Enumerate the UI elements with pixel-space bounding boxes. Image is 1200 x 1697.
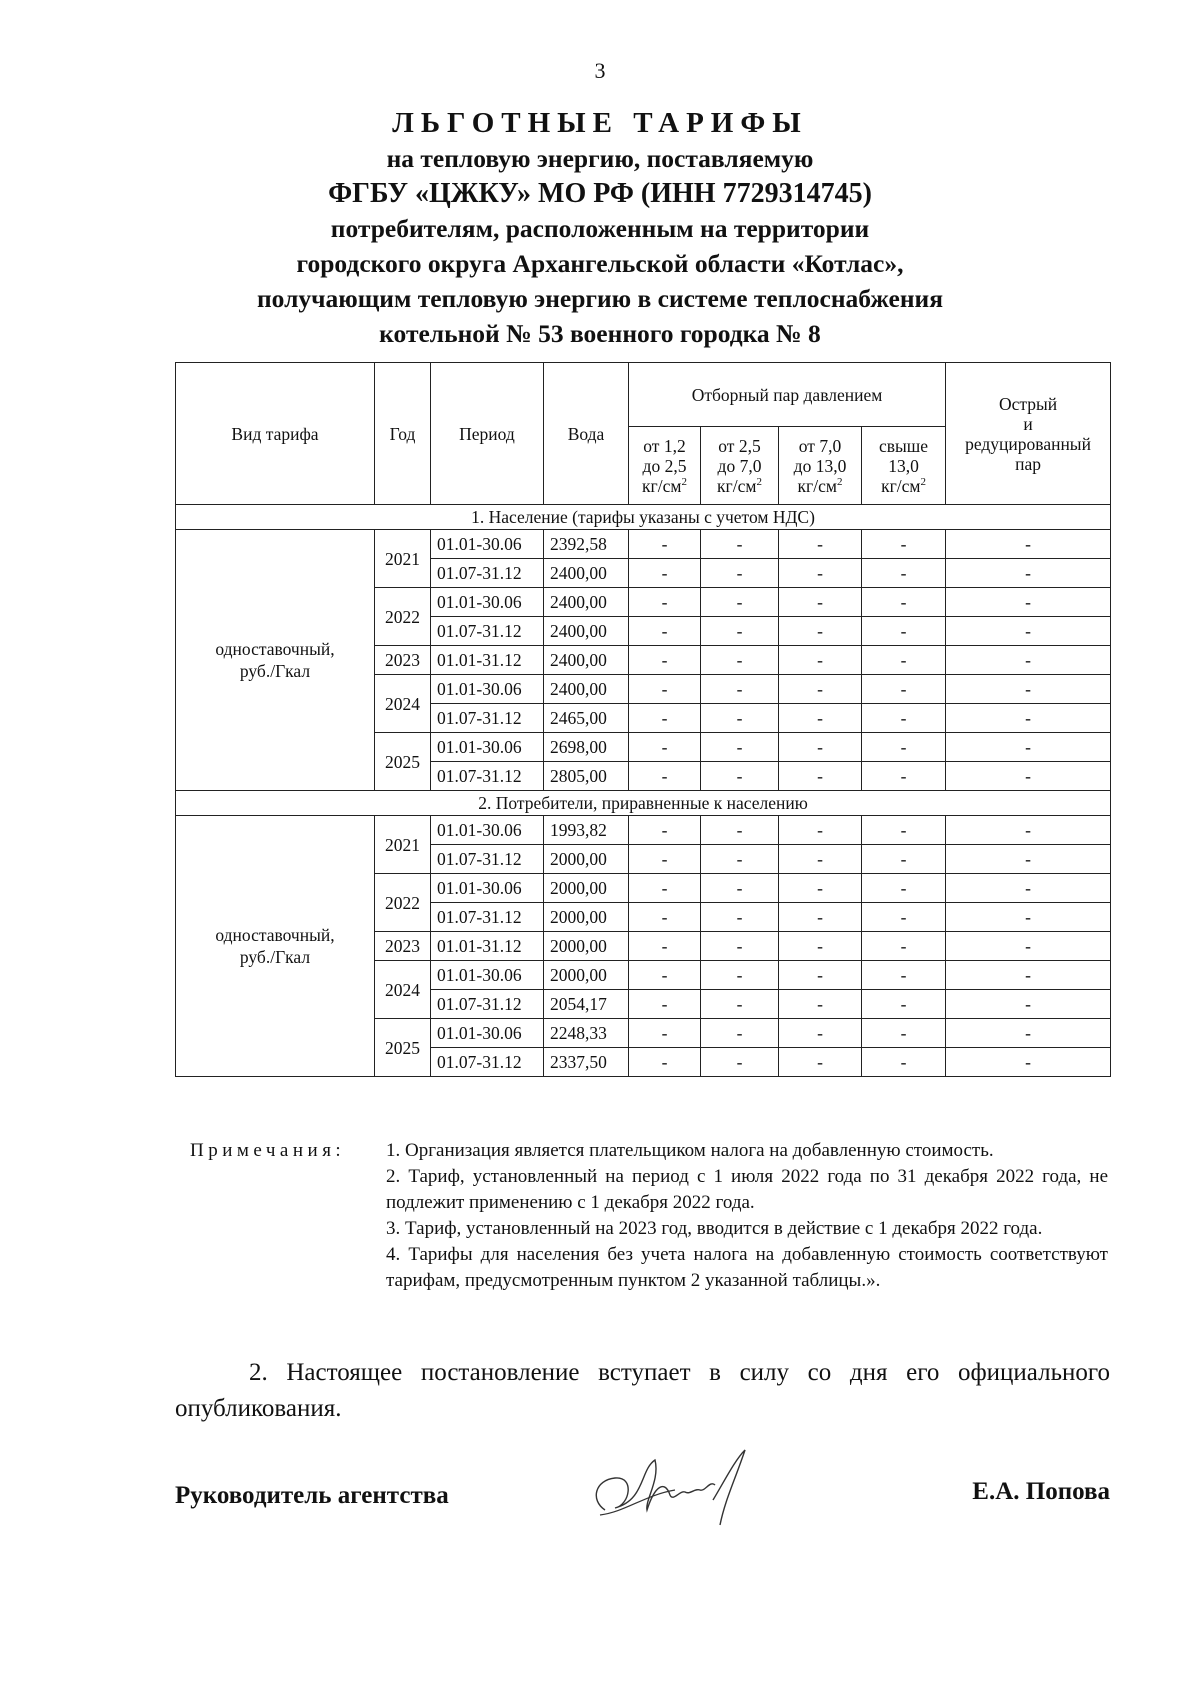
pressure-1-cell: -	[629, 932, 701, 961]
pressure-2-cell: -	[701, 762, 779, 791]
year-cell: 2024	[375, 675, 431, 733]
pressure-3-cell: -	[779, 762, 862, 791]
pressure-4-cell: -	[862, 1019, 946, 1048]
pressure-3-cell: -	[779, 530, 862, 559]
pressure-2-cell: -	[701, 617, 779, 646]
sharp-steam-cell: -	[946, 559, 1111, 588]
pressure-1-cell: -	[629, 903, 701, 932]
section-row	[176, 791, 1111, 816]
sharp-steam-cell: -	[946, 733, 1111, 762]
water-tariff-cell: 2054,17	[544, 990, 629, 1019]
period-cell: 01.01-31.12	[431, 646, 544, 675]
sharp-steam-cell: -	[946, 530, 1111, 559]
sharp-steam-cell: -	[946, 675, 1111, 704]
pressure-1-cell: -	[629, 617, 701, 646]
pressure-3-cell: -	[779, 704, 862, 733]
year-cell: 2024	[375, 961, 431, 1019]
pressure-2-cell: -	[701, 961, 779, 990]
signature-block	[175, 1440, 1110, 1530]
pressure-3-cell: -	[779, 990, 862, 1019]
pressure-4-cell: -	[862, 646, 946, 675]
year-cell: 2023	[375, 932, 431, 961]
pressure-3-cell: -	[779, 816, 862, 845]
pressure-1-cell: -	[629, 1019, 701, 1048]
pressure-3-cell: -	[779, 903, 862, 932]
header-sharp-line: и	[1023, 413, 1033, 434]
period-cell: 01.01-30.06	[431, 588, 544, 617]
table-row	[176, 816, 1111, 845]
title-main: ЛЬГОТНЫЕ ТАРИФЫ	[392, 107, 808, 139]
pressure-1-cell: -	[629, 874, 701, 903]
title-line: ФГБУ «ЦЖКУ» МО РФ (ИНН 7729314745)	[328, 178, 872, 209]
pressure-1-cell: -	[629, 1048, 701, 1077]
sharp-steam-cell: -	[946, 816, 1111, 845]
pressure-1-cell: -	[629, 704, 701, 733]
period-cell: 01.07-31.12	[431, 617, 544, 646]
pressure-3-cell: -	[779, 874, 862, 903]
period-cell: 01.07-31.12	[431, 559, 544, 588]
sharp-steam-cell: -	[946, 704, 1111, 733]
period-cell: 01.07-31.12	[431, 762, 544, 791]
sharp-steam-cell: -	[946, 932, 1111, 961]
note-item: 4. Тарифы для населения без учета налога на добавленную стоимость соответствуют тарифам, предусмотренным пунктом 2 указанной таблицы.».	[386, 1244, 1108, 1291]
water-tariff-cell: 2465,00	[544, 704, 629, 733]
pressure-1-cell: -	[629, 559, 701, 588]
header-sharp-line: редуцированный	[965, 433, 1091, 454]
water-tariff-cell: 1993,82	[544, 816, 629, 845]
document-title	[0, 105, 1200, 351]
water-tariff-cell: 2000,00	[544, 903, 629, 932]
period-cell: 01.01-30.06	[431, 874, 544, 903]
year-cell: 2022	[375, 588, 431, 646]
pressure-2-cell: -	[701, 903, 779, 932]
pressure-1-cell: -	[629, 588, 701, 617]
pressure-2-cell: -	[701, 675, 779, 704]
year-cell: 2023	[375, 646, 431, 675]
header-pressure-4: свыше 13,0 $кг/см^2$	[862, 427, 946, 505]
header-sharp-line: Острый	[998, 393, 1058, 414]
sharp-steam-cell: -	[946, 762, 1111, 791]
period-cell: 01.07-31.12	[431, 1048, 544, 1077]
pressure-3-cell: -	[779, 588, 862, 617]
sharp-steam-cell: -	[946, 1048, 1111, 1077]
water-tariff-cell: 2698,00	[544, 733, 629, 762]
year-cell: 2021	[375, 530, 431, 588]
header-sharp-steam	[946, 363, 1111, 505]
pressure-2-cell: -	[701, 932, 779, 961]
header-pressure-2: от 2,5 до 7,0 $кг/см^2$	[701, 427, 779, 505]
period-cell: 01.01-30.06	[431, 961, 544, 990]
pressure-4-cell: -	[862, 617, 946, 646]
period-cell: 01.07-31.12	[431, 990, 544, 1019]
note-item: 3. Тариф, установленный на 2023 год, вводится в действие с 1 декабря 2022 года.	[386, 1218, 1043, 1239]
pressure-3-cell: -	[779, 961, 862, 990]
pressure-4-cell: -	[862, 675, 946, 704]
period-cell: 01.07-31.12	[431, 704, 544, 733]
pressure-3-cell: -	[779, 845, 862, 874]
title-line: городского округа Архангельской области «Котлас»,	[296, 249, 904, 278]
pressure-3-cell: -	[779, 559, 862, 588]
pressure-1-cell: -	[629, 762, 701, 791]
signer-name: Е.А. Попова	[972, 1478, 1110, 1505]
header-pressure-3: от 7,0 до 13,0 $кг/см^2$	[779, 427, 862, 505]
sharp-steam-cell: -	[946, 990, 1111, 1019]
header-water: Вода	[544, 363, 629, 505]
tariff-type-cell: одноставочный, руб./Гкал	[176, 530, 375, 791]
section-title: 1. Население (тарифы указаны с учетом НДС)	[176, 505, 1111, 530]
note-item: 1. Организация является плательщиком налога на добавленную стоимость.	[386, 1140, 994, 1161]
water-tariff-cell: 2000,00	[544, 932, 629, 961]
water-tariff-cell: 2392,58	[544, 530, 629, 559]
sharp-steam-cell: -	[946, 1019, 1111, 1048]
pressure-1-cell: -	[629, 675, 701, 704]
pressure-4-cell: -	[862, 816, 946, 845]
year-cell: 2021	[375, 816, 431, 874]
section-row	[176, 505, 1111, 530]
pressure-2-cell: -	[701, 588, 779, 617]
period-cell: 01.01-30.06	[431, 1019, 544, 1048]
title-line: получающим тепловую энергию в системе теплоснабжения	[256, 284, 944, 313]
pressure-4-cell: -	[862, 845, 946, 874]
pressure-1-cell: -	[629, 961, 701, 990]
pressure-4-cell: -	[862, 559, 946, 588]
year-cell: 2025	[375, 733, 431, 791]
pressure-4-cell: -	[862, 762, 946, 791]
pressure-3-cell: -	[779, 646, 862, 675]
water-tariff-cell: 2000,00	[544, 874, 629, 903]
period-cell: 01.01-30.06	[431, 530, 544, 559]
sharp-steam-cell: -	[946, 845, 1111, 874]
period-cell: 01.01-30.06	[431, 733, 544, 762]
section-title: 2. Потребители, приравненные к населению	[176, 791, 1111, 816]
water-tariff-cell: 2400,00	[544, 646, 629, 675]
pressure-2-cell: -	[701, 1019, 779, 1048]
tariff-type-cell: одноставочный, руб./Гкал	[176, 816, 375, 1077]
water-tariff-cell: 2000,00	[544, 961, 629, 990]
pressure-1-cell: -	[629, 733, 701, 762]
water-tariff-cell: 2337,50	[544, 1048, 629, 1077]
pressure-4-cell: -	[862, 733, 946, 762]
pressure-1-cell: -	[629, 646, 701, 675]
pressure-3-cell: -	[779, 1048, 862, 1077]
pressure-1-cell: -	[629, 845, 701, 874]
pressure-4-cell: -	[862, 704, 946, 733]
pressure-2-cell: -	[701, 733, 779, 762]
table-row	[176, 530, 1111, 559]
title-line: котельной № 53 военного городка № 8	[379, 319, 821, 348]
page-number: 3	[594, 58, 606, 83]
pressure-3-cell: -	[779, 932, 862, 961]
sharp-steam-cell: -	[946, 646, 1111, 675]
pressure-2-cell: -	[701, 845, 779, 874]
pressure-1-cell: -	[629, 530, 701, 559]
pressure-2-cell: -	[701, 874, 779, 903]
pressure-2-cell: -	[701, 559, 779, 588]
pressure-4-cell: -	[862, 874, 946, 903]
water-tariff-cell: 2248,33	[544, 1019, 629, 1048]
header-selected-steam: Отборный пар давлением	[629, 363, 946, 427]
pressure-4-cell: -	[862, 1048, 946, 1077]
period-cell: 01.01-31.12	[431, 932, 544, 961]
period-cell: 01.01-30.06	[431, 816, 544, 845]
water-tariff-cell: 2805,00	[544, 762, 629, 791]
pressure-4-cell: -	[862, 961, 946, 990]
header-year: Год	[375, 363, 431, 505]
water-tariff-cell: 2400,00	[544, 559, 629, 588]
sharp-steam-cell: -	[946, 588, 1111, 617]
header-sharp-line: пар	[1015, 453, 1041, 474]
pressure-3-cell: -	[779, 675, 862, 704]
pressure-4-cell: -	[862, 990, 946, 1019]
signer-role: Руководитель агентства	[175, 1482, 449, 1509]
pressure-2-cell: -	[701, 704, 779, 733]
notes-list	[386, 1138, 1108, 1294]
decree-clause: 2. Настоящее постановление вступает в силу со дня его официального опубликования.	[175, 1359, 1110, 1422]
sharp-steam-cell: -	[946, 961, 1111, 990]
water-tariff-cell: 2400,00	[544, 675, 629, 704]
water-tariff-cell: 2000,00	[544, 845, 629, 874]
pressure-2-cell: -	[701, 990, 779, 1019]
notes-label: Примечания:	[190, 1140, 346, 1161]
sharp-steam-cell: -	[946, 874, 1111, 903]
pressure-2-cell: -	[701, 1048, 779, 1077]
pressure-4-cell: -	[862, 588, 946, 617]
handwritten-signature-icon	[585, 1440, 765, 1530]
title-line: потребителям, расположенным на территории	[330, 214, 870, 243]
period-cell: 01.07-31.12	[431, 845, 544, 874]
year-cell: 2022	[375, 874, 431, 932]
header-period: Период	[431, 363, 544, 505]
pressure-4-cell: -	[862, 903, 946, 932]
header-vid: Вид тарифа	[176, 363, 375, 505]
pressure-2-cell: -	[701, 530, 779, 559]
sharp-steam-cell: -	[946, 903, 1111, 932]
pressure-1-cell: -	[629, 816, 701, 845]
pressure-3-cell: -	[779, 1019, 862, 1048]
tariff-table	[175, 362, 1111, 1077]
pressure-3-cell: -	[779, 733, 862, 762]
sharp-steam-cell: -	[946, 617, 1111, 646]
header-pressure-1: от 1,2 до 2,5 $кг/см^2$	[629, 427, 701, 505]
pressure-1-cell: -	[629, 990, 701, 1019]
pressure-4-cell: -	[862, 530, 946, 559]
period-cell: 01.01-30.06	[431, 675, 544, 704]
title-line: на тепловую энергию, поставляемую	[386, 144, 814, 173]
pressure-4-cell: -	[862, 932, 946, 961]
period-cell: 01.07-31.12	[431, 903, 544, 932]
year-cell: 2025	[375, 1019, 431, 1077]
pressure-2-cell: -	[701, 646, 779, 675]
pressure-3-cell: -	[779, 617, 862, 646]
pressure-2-cell: -	[701, 816, 779, 845]
water-tariff-cell: 2400,00	[544, 588, 629, 617]
note-item: 2. Тариф, установленный на период с 1 июля 2022 года по 31 декабря 2022 года, не подлежит применению с 1 декабря 2022 года.	[386, 1166, 1108, 1213]
water-tariff-cell: 2400,00	[544, 617, 629, 646]
